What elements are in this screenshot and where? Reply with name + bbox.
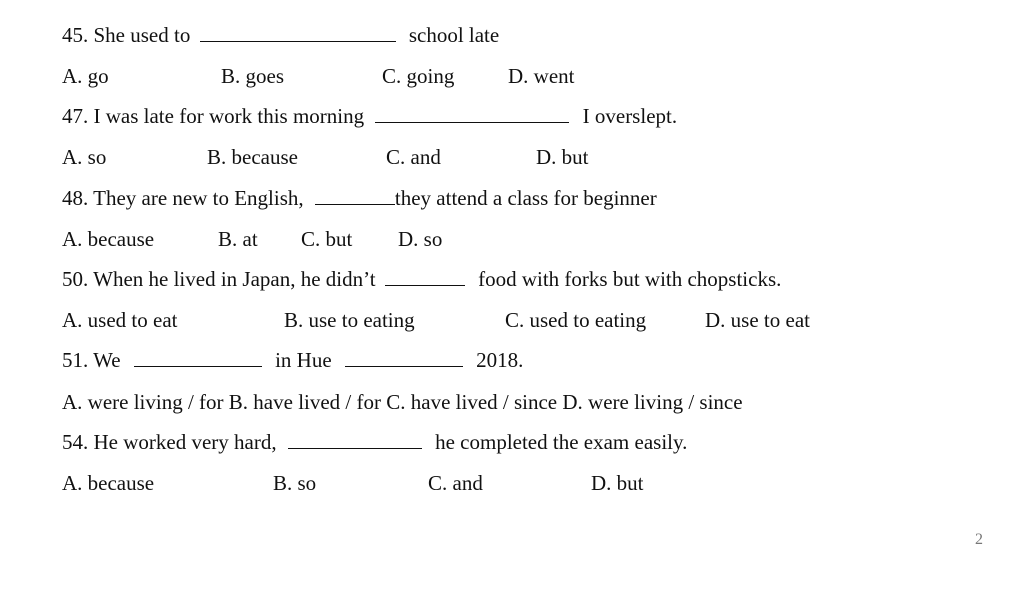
question-48 xyxy=(62,185,657,211)
option-c: C. used to eating xyxy=(505,308,647,332)
question-text: 47. I was late for work this morning xyxy=(62,104,365,128)
answer-blank xyxy=(134,348,262,367)
option-a: A. used to eat xyxy=(62,308,178,332)
options-line: A. were living / for B. have lived / for C. have lived / since D. were living / since xyxy=(62,390,743,414)
question-text: 2018. xyxy=(476,348,524,372)
question-text: 50. When he lived in Japan, he didn’t xyxy=(62,267,376,291)
question-text: food with forks but with chopsticks. xyxy=(478,267,782,291)
question-text: 54. He worked very hard, xyxy=(62,430,277,454)
option-a: A. so xyxy=(62,145,107,169)
answer-blank xyxy=(385,267,465,286)
option-b: B. goes xyxy=(221,64,284,88)
option-c: C. and xyxy=(386,145,441,169)
question-45 xyxy=(62,22,499,48)
question-text: in Hue xyxy=(275,348,332,372)
question-text: they attend a class for beginner xyxy=(394,186,657,210)
option-c: C. and xyxy=(428,471,483,495)
option-d: D. so xyxy=(398,227,443,251)
question-text: 51. We xyxy=(62,348,121,372)
option-b: B. at xyxy=(218,227,258,251)
option-a: A. because xyxy=(62,227,155,251)
question-text: I overslept. xyxy=(582,104,678,128)
question-47 xyxy=(62,103,677,129)
question-text: he completed the exam easily. xyxy=(435,430,688,454)
option-a: A. because xyxy=(62,471,155,495)
answer-blank xyxy=(375,104,569,123)
question-54 xyxy=(62,429,687,455)
option-b: B. because xyxy=(207,145,298,169)
option-b: B. so xyxy=(273,471,317,495)
option-b: B. use to eating xyxy=(284,308,415,332)
option-d: D. but xyxy=(536,145,589,169)
answer-blank xyxy=(345,348,463,367)
options-51 xyxy=(62,389,743,415)
question-51 xyxy=(62,347,523,373)
option-a: A. go xyxy=(62,64,109,88)
option-d: D. use to eat xyxy=(705,308,810,332)
option-d: D. went xyxy=(508,64,575,88)
question-text: 45. She used to xyxy=(62,23,191,47)
option-c: C. but xyxy=(301,227,353,251)
answer-blank xyxy=(288,430,422,449)
page-number: 2 xyxy=(975,531,983,548)
option-c: C. going xyxy=(382,64,455,88)
option-d: D. but xyxy=(591,471,644,495)
answer-blank xyxy=(200,23,396,42)
answer-blank xyxy=(315,186,395,205)
question-50 xyxy=(62,266,781,292)
question-text: 48. They are new to English, xyxy=(62,186,304,210)
question-text: school late xyxy=(408,23,500,47)
